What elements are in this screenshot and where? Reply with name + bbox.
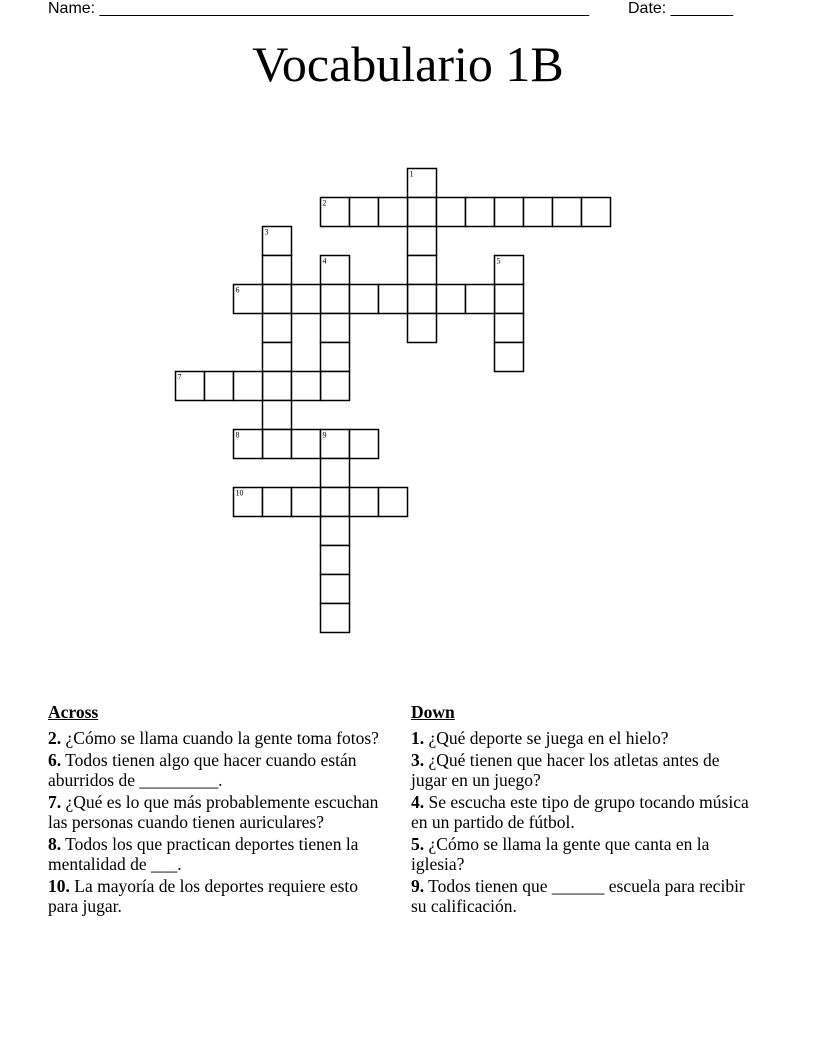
grid-cell-r10-c5[interactable] <box>321 459 350 488</box>
clue-text: Se escucha este tipo de grupo tocando música en un partido de fútbol. <box>411 792 749 832</box>
grid-cell-r9-c3[interactable] <box>263 430 292 459</box>
grid-cell-r11-c3[interactable] <box>263 488 292 517</box>
grid-cell-r4-c6[interactable] <box>350 285 379 314</box>
grid-cell-r4-c4[interactable] <box>292 285 321 314</box>
grid-cell-r11-c6[interactable] <box>350 488 379 517</box>
grid-cell-r4-c5[interactable] <box>321 285 350 314</box>
grid-cell-r1-c6[interactable] <box>350 198 379 227</box>
grid-cell-r7-c1[interactable] <box>205 372 234 401</box>
grid-cell-r1-c7[interactable] <box>379 198 408 227</box>
grid-cell-r3-c8[interactable] <box>408 256 437 285</box>
across-clue-7 <box>48 792 388 832</box>
clue-number: 1. <box>411 728 425 748</box>
down-clue-list <box>411 728 756 916</box>
across-clue-6 <box>48 750 388 790</box>
grid-cell-r2-c8[interactable] <box>408 227 437 256</box>
grid-cell-r9-c4[interactable] <box>292 430 321 459</box>
across-clue-list <box>48 728 388 916</box>
grid-cell-r4-c3[interactable] <box>263 285 292 314</box>
down-heading: Down <box>411 702 455 722</box>
clue-number: 5. <box>411 834 425 854</box>
across-clue-8 <box>48 834 388 874</box>
clue-number: 3. <box>411 750 425 770</box>
down-clue-9 <box>411 876 756 916</box>
clue-text: ¿Qué es lo que más probablemente escuchan las personas cuando tienen auriculares? <box>48 792 379 832</box>
grid-cell-r1-c9[interactable] <box>437 198 466 227</box>
down-clue-5 <box>411 834 756 874</box>
clue-number-10: 10 <box>235 488 244 498</box>
clue-number: 2. <box>48 728 62 748</box>
clue-number-2: 2 <box>322 198 327 208</box>
grid-cell-r4-c11[interactable] <box>495 285 524 314</box>
grid-cell-r15-c5[interactable] <box>321 604 350 633</box>
clue-text: ¿Qué deporte se juega en el hielo? <box>424 728 669 748</box>
grid-cell-r1-c12[interactable] <box>524 198 553 227</box>
grid-cell-r4-c7[interactable] <box>379 285 408 314</box>
clue-number-6: 6 <box>235 285 240 295</box>
down-clue-1 <box>411 728 756 748</box>
clue-number-3: 3 <box>264 227 269 237</box>
grid-cell-r5-c8[interactable] <box>408 314 437 343</box>
across-heading: Across <box>48 702 99 722</box>
grid-cell-r1-c14[interactable] <box>582 198 611 227</box>
name-field[interactable]: Name: _______________________________________________________ <box>48 0 589 17</box>
grid-cell-r14-c5[interactable] <box>321 575 350 604</box>
clue-text: Todos tienen que ______ escuela para recibir su calificación. <box>411 876 745 916</box>
grid-cell-r11-c7[interactable] <box>379 488 408 517</box>
grid-cell-r6-c3[interactable] <box>263 343 292 372</box>
down-clues <box>411 702 756 918</box>
grid-cell-r5-c5[interactable] <box>321 314 350 343</box>
grid-cell-r7-c5[interactable] <box>321 372 350 401</box>
grid-cell-r1-c10[interactable] <box>466 198 495 227</box>
clue-text: La mayoría de los deportes requiere esto para jugar. <box>48 876 359 916</box>
grid-cell-r1-c11[interactable] <box>495 198 524 227</box>
clue-number: 6. <box>48 750 62 770</box>
clue-number-1: 1 <box>409 169 414 179</box>
clue-number-8: 8 <box>235 430 240 440</box>
grid-cell-r11-c5[interactable] <box>321 488 350 517</box>
clue-text: ¿Qué tienen que hacer los atletas antes de jugar en un juego? <box>411 750 720 790</box>
across-clue-10 <box>48 876 388 916</box>
grid-cell-r1-c8[interactable] <box>408 198 437 227</box>
grid-cell-r7-c4[interactable] <box>292 372 321 401</box>
clue-number-7: 7 <box>177 372 182 382</box>
clue-number-9: 9 <box>322 430 327 440</box>
grid-cell-r6-c11[interactable] <box>495 343 524 372</box>
clue-number: 10. <box>48 876 70 896</box>
across-clue-2 <box>48 728 388 748</box>
grid-cell-r7-c3[interactable] <box>263 372 292 401</box>
grid-cell-r3-c3[interactable] <box>263 256 292 285</box>
page-title: Vocabulario 1B <box>252 36 564 92</box>
across-clues <box>48 702 388 918</box>
grid-cell-r1-c13[interactable] <box>553 198 582 227</box>
clue-number: 8. <box>48 834 62 854</box>
clue-text: Todos tienen algo que hacer cuando están aburridos de _________. <box>48 750 357 790</box>
down-clue-4 <box>411 792 756 832</box>
clue-number-4: 4 <box>322 256 327 266</box>
grid-cell-r9-c6[interactable] <box>350 430 379 459</box>
clue-number-5: 5 <box>496 256 501 266</box>
date-field[interactable]: Date: _______ <box>628 0 733 17</box>
grid-cell-r4-c9[interactable] <box>437 285 466 314</box>
grid-cell-r4-c8[interactable] <box>408 285 437 314</box>
clue-text: ¿Cómo se llama cuando la gente toma fotos? <box>61 728 379 748</box>
grid-cell-r5-c11[interactable] <box>495 314 524 343</box>
grid-cell-r12-c5[interactable] <box>321 517 350 546</box>
grid-cell-r6-c5[interactable] <box>321 343 350 372</box>
down-clue-3 <box>411 750 756 790</box>
clue-text: Todos los que practican deportes tienen la mentalidad de ___. <box>48 834 359 874</box>
grid-cell-r4-c10[interactable] <box>466 285 495 314</box>
grid-cell-r8-c3[interactable] <box>263 401 292 430</box>
grid-cell-r11-c4[interactable] <box>292 488 321 517</box>
clue-text: ¿Cómo se llama la gente que canta en la iglesia? <box>411 834 710 874</box>
grid-cell-r7-c2[interactable] <box>234 372 263 401</box>
grid-cell-r13-c5[interactable] <box>321 546 350 575</box>
clue-number: 4. <box>411 792 425 812</box>
clue-number: 9. <box>411 876 425 896</box>
grid-cell-r5-c3[interactable] <box>263 314 292 343</box>
clue-number: 7. <box>48 792 62 812</box>
